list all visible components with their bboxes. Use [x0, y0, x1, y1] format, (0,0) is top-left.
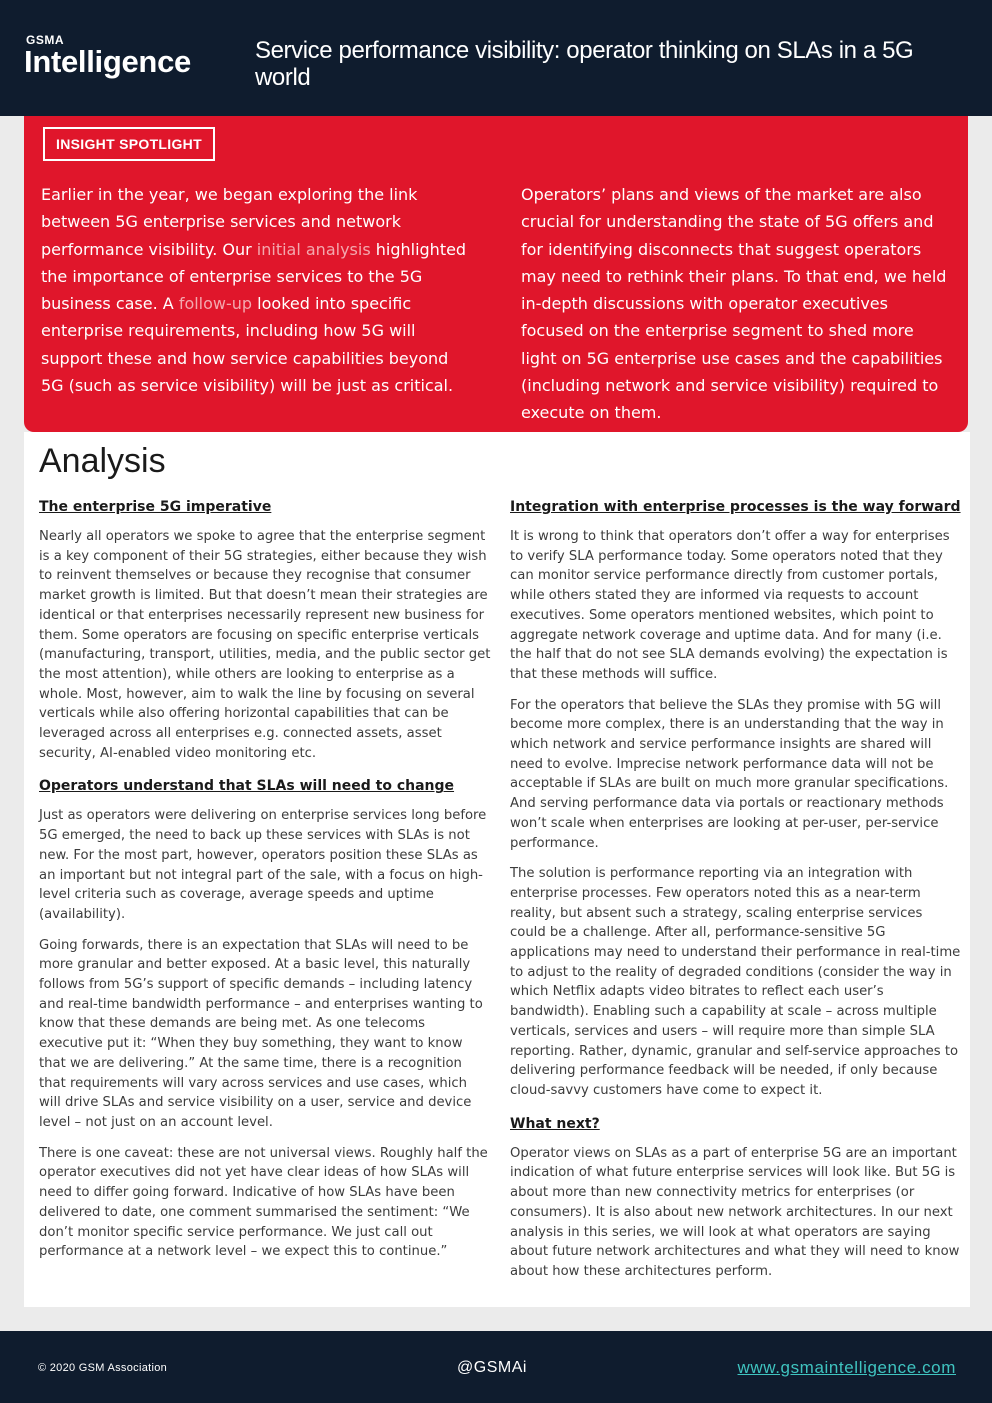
section-heading-slas-change: Operators understand that SLAs will need to change	[39, 778, 455, 795]
insight-spotlight-badge: INSIGHT SPOTLIGHT	[43, 127, 215, 161]
paragraph: There is one caveat: these are not universal views. Roughly half the operator executives did not yet have clear ideas of how SLAs will need to differ going forward. Indicative of how SLAs have been delivered to date, one comment summarised the sentiment: “We don’t monitor specific service performance. We just call out performance at a network level – we expect this to continue.”	[39, 1145, 488, 1260]
website-link[interactable]: www.gsmaintelligence.com	[737, 1358, 956, 1377]
spotlight-text-a: Earlier in the year, we began exploring the link between 5G enterprise services and network performance visibility. Our	[41, 185, 418, 259]
paragraph: Just as operators were delivering on enterprise services long before 5G emerged, the need to back up these services with SLAs is not new. For the most part, however, operators position these SLAs as an important but not integral part of the sale, with a focus on high-level criteria such as coverage, average speeds and uptime (availability).	[39, 808, 487, 922]
analysis-section	[24, 432, 970, 1307]
copyright-text: © 2020 GSM Association	[38, 1362, 168, 1374]
brand-logo: Intelligence	[24, 44, 191, 79]
insight-spotlight-panel	[24, 116, 968, 432]
paragraph: Operator views on SLAs as a part of enterprise 5G are an important indication of what future enterprise services will look like. But 5G is about more than new connectivity metrics for enterprises (or consumers). It is also about new network architectures. In our next analysis in this series, we will look at what operators are saying about future network architectures and what they will need to know about how these architectures perform.	[510, 1145, 960, 1279]
paragraph: It is wrong to think that operators don’t offer a way for enterprises to verify SLA performance today. Some operators noted that they can monitor service performance directly from customer portals, while others stated they are informed via requests to account executives. Some operators mentioned websites, which point to aggregate network coverage and uptime data. And for many (i.e. the half that do not see SLA demands evolving) the expectation is that these methods will suffice.	[510, 529, 950, 682]
social-handle: @GSMAi	[457, 1359, 527, 1376]
spotlight-text-c: looked into specific enterprise requirements, including how 5G will support these and how service capabilities beyond 5G (such as service visibility) will be just as critical.	[41, 294, 454, 396]
brand-logo-small: GSMA	[26, 33, 64, 47]
analysis-heading: Analysis	[39, 442, 166, 480]
paragraph: Nearly all operators we spoke to agree that the enterprise segment is a key component of their 5G strategies, either because they wish to reinvent themselves or because they recognise that consumer market growth is limited. But that doesn’t mean their strategies are identical or that enterprises necessarily represent new business for them. Some operators are focusing on specific enterprise verticals (manufacturing, transport, utilities, media, and the public sector get the most attention), while others are looking to enterprise as a whole. Most, however, aim to walk the line by focusing on several verticals while also offering horizontal capabilities that can be leveraged across all enterprises e.g. connected assets, asset security, AI-enabled video monitoring etc.	[39, 529, 491, 761]
section-heading-what-next: What next?	[510, 1115, 600, 1132]
analysis-left-column	[39, 498, 491, 1273]
spotlight-right-text: Operators’ plans and views of the market are also crucial for understanding the state of 5G offers and for identifying disconnects that suggest operators may need to rethink their plans. To that end, we held in-depth discussions with operator executives focused on the enterprise segment to shed more light on 5G enterprise use cases and the capabilities (including network and service visibility) required to execute on them.	[521, 185, 947, 423]
initial-analysis-link[interactable]: initial analysis	[256, 239, 371, 259]
spotlight-text-b: highlighted the importance of enterprise services to the 5G business case. A	[41, 239, 467, 314]
section-heading-integration: Integration with enterprise processes is the way forward	[510, 499, 961, 515]
page-title: Service performance visibility: operator thinking on SLAs in a 5G world	[255, 37, 914, 91]
follow-up-link[interactable]: follow-up	[178, 294, 253, 314]
spotlight-left-text	[41, 181, 473, 399]
section-heading-enterprise-imperative: The enterprise 5G imperative	[39, 499, 272, 515]
paragraph: The solution is performance reporting via an integration with enterprise processes. Few operators noted this as a near-term reality, but absent such a strategy, scaling enterprise services could be a challenge. After all, performance-sensitive 5G applications may need to understand their performance in real-time to adjust to the reality of degraded conditions (consider the way in which Netflix adapts video bitrates to reflect each user’s bandwidth). Enabling such a capability at scale – across multiple verticals, services and users – will require more than simple SLA reporting. Rather, dynamic, granular and self-service approaches to delivering performance feedback will be needed, if only because cloud-savvy customers have come to expect it.	[510, 866, 961, 1098]
paragraph: For the operators that believe the SLAs they promise with 5G will become more complex, there is an understanding that the way in which network and service performance insights are shared will need to evolve. Imprecise network performance data will not be acceptable if SLAs are built on much more granular specifications. And serving performance data via portals or reactionary methods won’t scale when enterprises are looking at per-user, per-service performance.	[510, 697, 949, 851]
analysis-right-column	[510, 498, 962, 1293]
page-footer	[0, 1331, 992, 1403]
paragraph: Going forwards, there is an expectation that SLAs will need to be more granular and better exposed. At a basic level, this naturally follows from 5G’s support of specific demands – including latency and real-time bandwidth performance – and enterprises wanting to know that these demands are being met. As one telecoms executive put it: “When they buy something, they want to know that we are delivering.” At the same time, there is a recognition that requirements will vary across services and use cases, which will drive SLAs and service visibility on a user, service and device level – not just on an account level.	[39, 937, 483, 1130]
page-header	[0, 0, 992, 116]
